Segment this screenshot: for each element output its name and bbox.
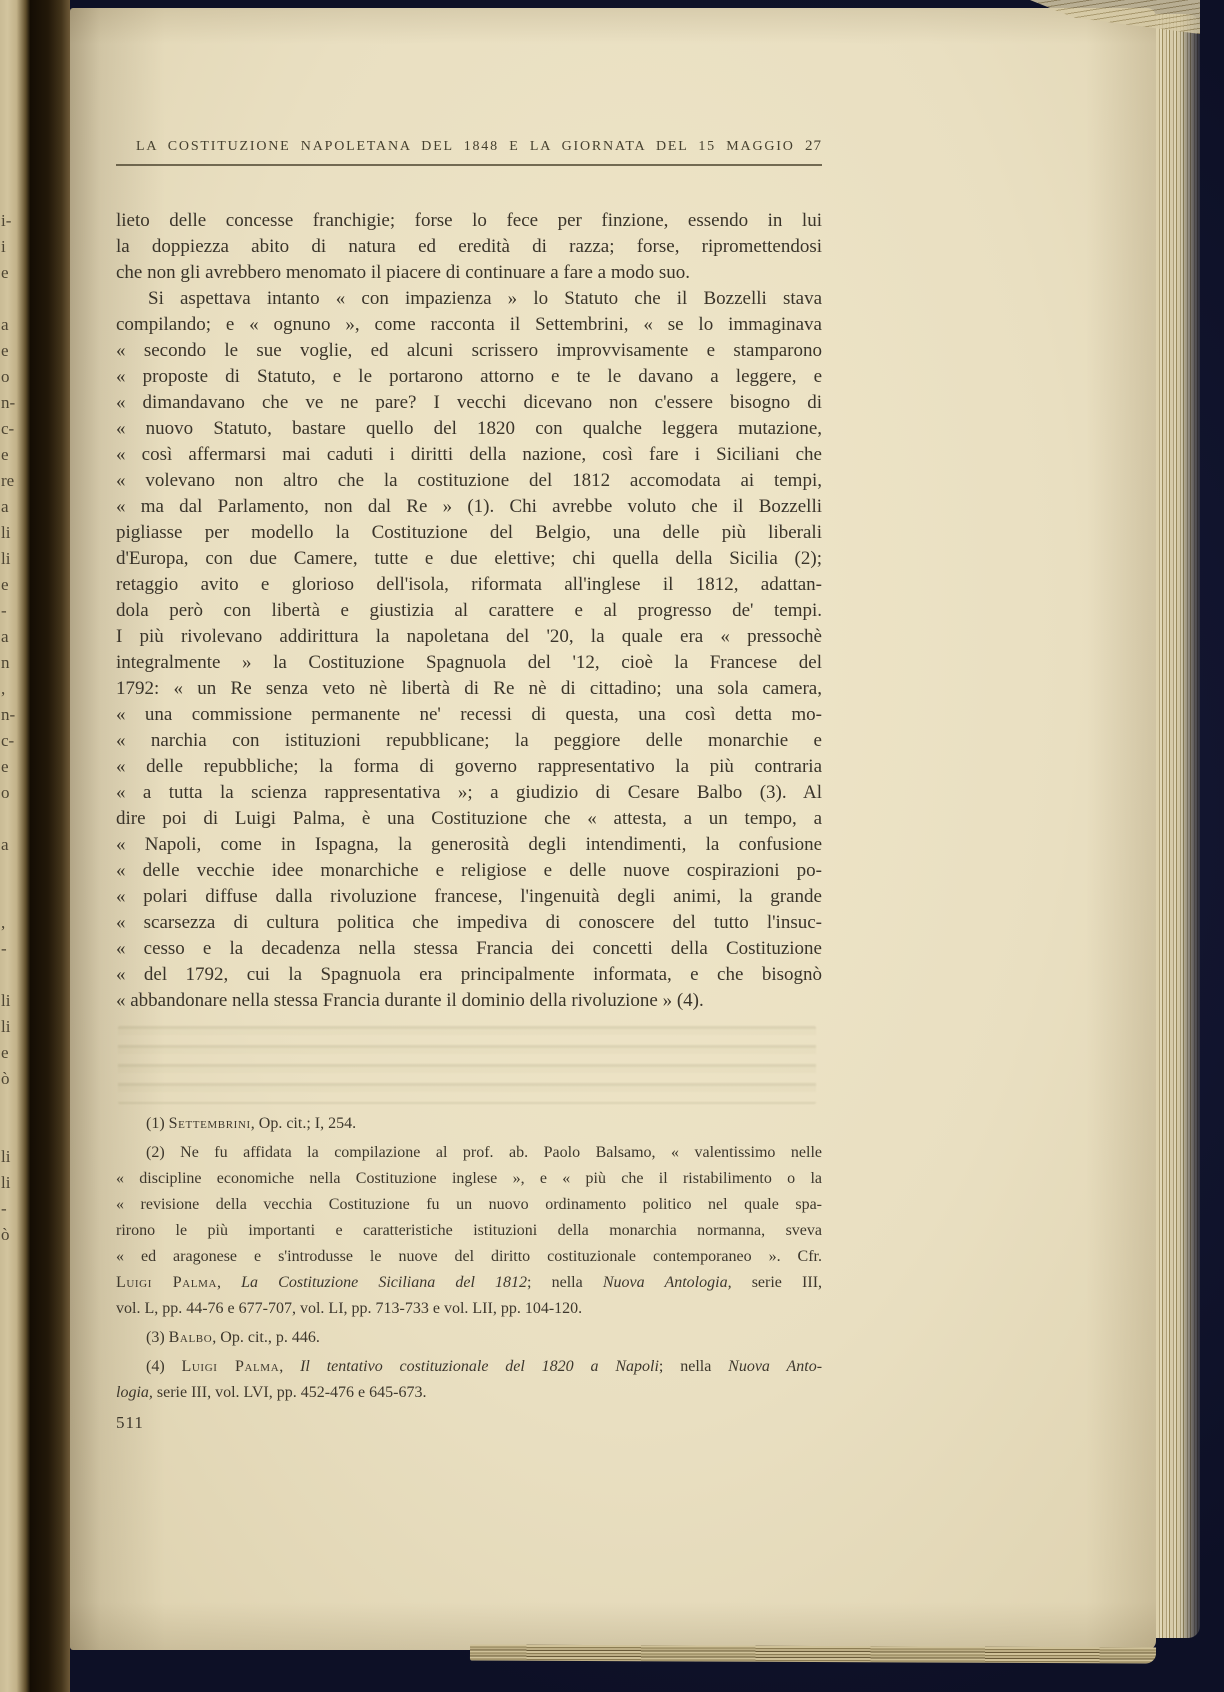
edge-fragment: ò <box>1 1069 10 1088</box>
edge-fragment: - <box>1 939 7 958</box>
text-run: ; nella <box>527 1274 603 1291</box>
body-line: Si aspettava intanto « con impazienza » lo Statuto che il Bozzelli stava <box>148 288 822 309</box>
footnote-line <box>116 1326 822 1352</box>
footnotes <box>116 1112 822 1407</box>
edge-fragment <box>1 806 27 832</box>
body-line: « volevano non altro che la costituzione del 1812 accomodata ai tempi, <box>116 470 822 491</box>
page-stack-right <box>1156 14 1200 1638</box>
footnote-line: « discipline economiche nella Costituzione inglese », e « più che il ristabilimento o la <box>116 1170 822 1187</box>
body-line: pigliasse per modello la Costituzione del Belgio, una delle più liberali <box>116 522 822 543</box>
footnote-line: (2) Ne fu affidata la compilazione al prof. ab. Paolo Balsamo, « valentissimo nelle <box>146 1144 822 1161</box>
body-line: « del 1792, cui la Spagnuola era principalmente informata, e che bisognò <box>116 964 822 985</box>
body-line: « cesso e la decadenza nella stessa Francia dei concetti della Costituzione <box>116 938 822 959</box>
edge-fragment: li <box>1 1017 11 1036</box>
footnote-line <box>116 1271 822 1297</box>
body-line: « polari diffuse dalla rivoluzione francese, l'ingenuità degli animi, la grande <box>116 886 822 907</box>
text-run: ; nella <box>658 1358 729 1375</box>
body-line: « una commissione permanente ne' recessi di questa, una così detta mo- <box>116 704 822 725</box>
edge-fragment: o <box>1 783 10 802</box>
body-line: che non gli avrebbero menomato il piacere di continuare a fare a modo suo. <box>116 262 690 283</box>
text-run: Luigi Palma <box>181 1358 280 1375</box>
bleedthrough-text <box>118 1026 816 1104</box>
edge-fragment: li <box>1 1173 11 1192</box>
edge-fragment: a <box>1 627 9 646</box>
body-line: la doppiezza abito di natura ed eredità di razza; forse, ripromettendosi <box>116 236 822 257</box>
edge-fragment: a <box>1 315 9 334</box>
body-text <box>116 208 822 1014</box>
body-line: « proposte di Statuto, e le portarono attorno e te le davano a leggere, e <box>116 366 822 387</box>
book-page <box>70 8 1156 1650</box>
edge-fragment: , <box>1 679 6 698</box>
text-run: La Costituzione Siciliana del 1812 <box>241 1274 528 1291</box>
text-run: Luigi Palma <box>116 1274 218 1291</box>
text-run: , Op. cit.; I, 254. <box>250 1115 357 1132</box>
body-line: dire poi di Luigi Palma, è una Costituzione che « attesta, a un tempo, a <box>116 808 822 829</box>
signature-number: 511 <box>116 1413 144 1432</box>
edge-fragment: , <box>1 913 6 932</box>
edge-fragment: li <box>1 523 11 542</box>
body-line: « narchia con istituzioni repubblicane; la peggiore delle monarchie e <box>116 730 822 751</box>
header-rule <box>116 164 822 166</box>
edge-fragment <box>1 1274 27 1300</box>
edge-fragment: o <box>1 367 10 386</box>
footnote <box>116 1141 822 1323</box>
edge-fragment <box>1 1118 27 1144</box>
text-run: (3) <box>146 1329 169 1346</box>
body-line: compilando; e « ognuno », come racconta il Settembrini, « se lo immaginava <box>116 314 822 335</box>
body-line: d'Europa, con due Camere, tutte e due elettive; chi quella della Sicilia (2); <box>116 548 822 569</box>
body-line: I più rivolevano addirittura la napoletana del '20, la quale era « pressochè <box>116 626 822 647</box>
footnote-line <box>116 1381 822 1407</box>
edge-fragment: n <box>1 653 10 672</box>
edge-fragment: a <box>1 497 9 516</box>
edge-fragment: e <box>1 575 9 594</box>
edge-fragment: ò <box>1 1225 10 1244</box>
footnote-line <box>116 1355 822 1381</box>
body-line: retaggio avito e glorioso dell'isola, riformata all'inglese il 1812, adattan- <box>116 574 822 595</box>
edge-fragment: li <box>1 549 11 568</box>
body-line: « Napoli, come in Ispagna, la generosità degli intendimenti, la confusione <box>116 834 822 855</box>
text-run: , Op. cit., p. 446. <box>212 1329 320 1346</box>
body-line: « a tutta la scienza rappresentativa »; a giudizio di Cesare Balbo (3). Al <box>116 782 822 803</box>
body-line: « così affermarsi mai caduti i diritti della nazione, così fare i Siciliani che <box>116 444 822 465</box>
edge-fragment: c- <box>1 419 15 438</box>
body-line: « dimandavano che ve ne pare? I vecchi dicevano non c'essere bisogno di <box>116 392 822 413</box>
edge-fragment: - <box>1 1199 7 1218</box>
text-run: , <box>279 1358 301 1375</box>
text-run: serie III, vol. LVI, pp. 452-476 e 645-673. <box>152 1384 427 1401</box>
edge-fragment: a <box>1 835 9 854</box>
body-line: « scarsezza di cultura politica che impediva di conoscere del tutto l'insuc- <box>116 912 822 933</box>
facing-page-text-fragments <box>1 208 27 1300</box>
text-run: (1) <box>146 1115 169 1132</box>
edge-fragment: i- <box>1 211 12 230</box>
edge-fragment <box>1 962 27 988</box>
body-line: « nuovo Statuto, bastare quello del 1820 con qualche leggera mutazione, <box>116 418 822 439</box>
edge-fragment: e <box>1 1043 9 1062</box>
edge-fragment: e <box>1 757 9 776</box>
text-run: (4) <box>146 1358 182 1375</box>
footnote <box>116 1355 822 1407</box>
page-stack-bottom <box>470 1645 1156 1664</box>
text-run: Balbo <box>168 1329 213 1346</box>
facing-page-edge <box>0 0 30 1692</box>
text-column <box>116 8 822 1433</box>
footnote-line: « ed aragonese e s'introdusse le nuove del diritto costituzionale contemporaneo ». Cfr. <box>116 1248 822 1265</box>
edge-fragment: li <box>1 991 11 1010</box>
book-gutter-shadow <box>30 0 70 1692</box>
footnote <box>116 1112 822 1138</box>
edge-fragment: re <box>1 471 15 490</box>
edge-fragment: e <box>1 445 9 464</box>
body-line: dola però con libertà e giustizia al carattere e al progresso de' tempi. <box>116 600 822 621</box>
text-run: Nuova Anto- <box>728 1358 823 1375</box>
body-line: « abbandonare nella stessa Francia durante il dominio della rivoluzione » (4). <box>116 990 704 1011</box>
edge-fragment <box>1 1248 27 1274</box>
running-header <box>116 138 822 155</box>
text-run: logia, <box>116 1384 153 1401</box>
edge-fragment: i <box>1 237 6 256</box>
text-run: Il tentativo costituzionale del 1820 a Napoli <box>300 1358 659 1375</box>
body-line: « secondo le sue voglie, ed alcuni scrissero improvvisamente e stamparono <box>116 340 822 361</box>
body-line: lieto delle concesse franchigie; forse lo fece per finzione, essendo in lui <box>116 210 822 231</box>
body-line: « ma dal Parlamento, non dal Re » (1). Chi avrebbe voluto che il Bozzelli <box>116 496 822 517</box>
text-run: Settembrini <box>168 1115 251 1132</box>
edge-fragment: - <box>1 601 7 620</box>
edge-fragment: li <box>1 1147 11 1166</box>
text-run: Nuova Antologia, <box>602 1274 732 1291</box>
body-line: « delle repubbliche; la forma di governo rappresentativo la più contraria <box>116 756 822 777</box>
edge-fragment <box>1 884 27 910</box>
footnote-line: vol. L, pp. 44-76 e 677-707, vol. LI, pp. 713-733 e vol. LII, pp. 104-120. <box>116 1300 583 1317</box>
running-header-title: LA COSTITUZIONE NAPOLETANA DEL 1848 E LA GIORNATA DEL 15 MAGGIO <box>136 139 795 154</box>
footnote <box>116 1326 822 1352</box>
page-number: 27 <box>805 138 822 154</box>
edge-fragment <box>1 286 27 312</box>
edge-fragment: c- <box>1 731 15 750</box>
edge-fragment <box>1 1092 27 1118</box>
edge-fragment: n- <box>1 393 16 412</box>
footnote-line: rirono le più importanti e caratteristiche istituzioni della monarchia normanna, sveva <box>116 1222 822 1239</box>
body-line: « delle vecchie idee monarchiche e religiose e delle nuove cospirazioni po- <box>116 860 822 881</box>
text-run: , <box>217 1274 242 1291</box>
edge-fragment: e <box>1 341 9 360</box>
footnote-line <box>116 1112 822 1138</box>
edge-fragment: n- <box>1 705 16 724</box>
edge-fragment: e <box>1 263 9 282</box>
text-run: serie III, <box>731 1274 823 1291</box>
body-line: integralmente » la Costituzione Spagnuola del '12, cioè la Francese del <box>116 652 822 673</box>
footnote-line: « revisione della vecchia Costituzione fu un nuovo ordinamento politico nel quale spa- <box>116 1196 822 1213</box>
body-line: 1792: « un Re senza veto nè libertà di Re nè di cittadino; una sola camera, <box>116 678 822 699</box>
edge-fragment <box>1 858 27 884</box>
